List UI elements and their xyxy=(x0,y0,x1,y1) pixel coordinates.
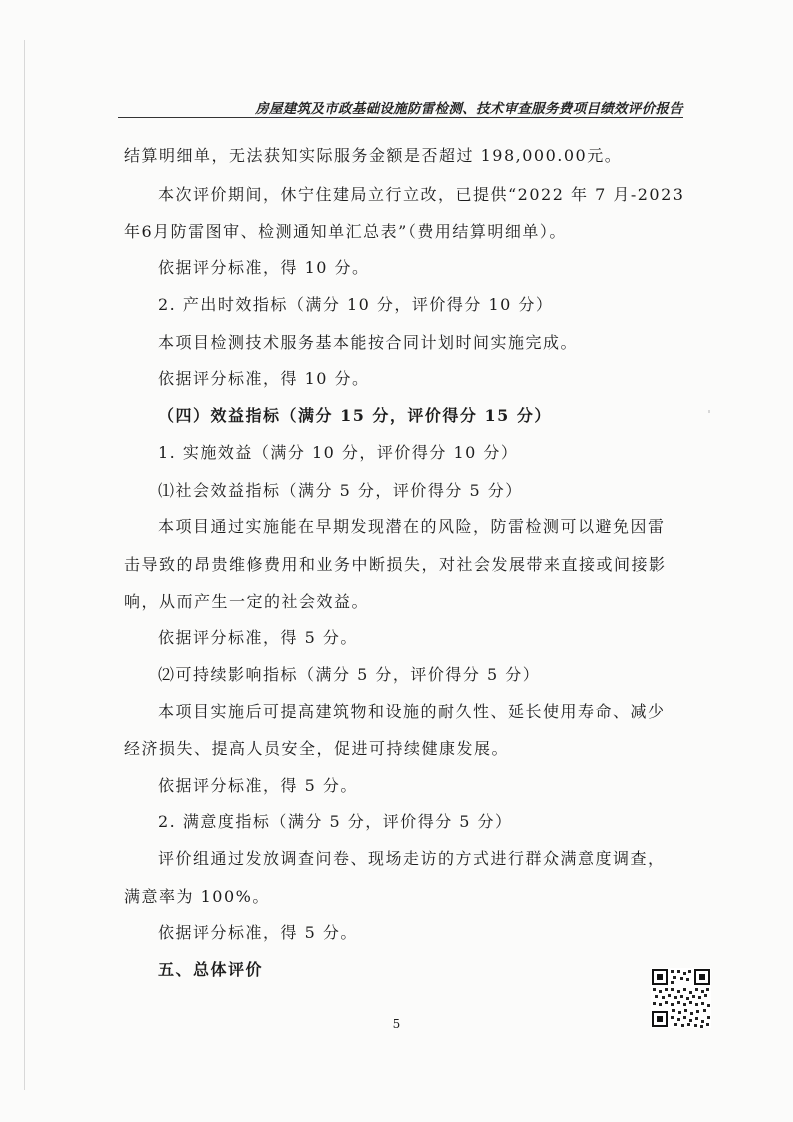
text-line: ⑴社会效益指标（满分 5 分，评价得分 5 分） xyxy=(158,481,523,500)
text-line: 2. 满意度指标（满分 5 分，评价得分 5 分） xyxy=(158,812,513,831)
scan-speck xyxy=(708,410,710,413)
text-line: 依据评分标准，得 10 分。 xyxy=(158,258,370,277)
text-line: 本项目实施后可提高建筑物和设施的耐久性、延长使用寿命、减少 xyxy=(158,702,666,721)
section-heading: 五、总体评价 xyxy=(158,960,264,979)
text-line: 2. 产出时效指标（满分 10 分，评价得分 10 分） xyxy=(158,295,554,314)
text-line: ⑵可持续影响指标（满分 5 分，评价得分 5 分） xyxy=(158,665,541,684)
running-header: 房屋建筑及市政基础设施防雷检测、技术审查服务费项目绩效评价报告 xyxy=(255,101,683,117)
scan-edge-mark xyxy=(24,40,25,1090)
text-line: 结算明细单，无法获知实际服务金额是否超过 198,000.00元。 xyxy=(124,146,623,165)
text-line: 1. 实施效益（满分 10 分，评价得分 10 分） xyxy=(158,443,519,462)
text-line: 依据评分标准，得 10 分。 xyxy=(158,369,370,388)
page-number: 5 xyxy=(392,1017,401,1031)
text-line: 击导致的昂贵维修费用和业务中断损失，对社会发展带来直接或间接影 xyxy=(124,555,667,574)
section-heading: （四）效益指标（满分 15 分，评价得分 15 分） xyxy=(158,406,552,425)
text-line: 本项目通过实施能在早期发现潜在的风险，防雷检测可以避免因雷 xyxy=(158,517,666,536)
text-line: 经济损失、提高人员安全，促进可持续健康发展。 xyxy=(124,739,510,758)
text-line: 本次评价期间，休宁住建局立行立改，已提供“2022 年 7 月-2023 xyxy=(158,185,685,204)
text-line: 本项目检测技术服务基本能按合同计划时间实施完成。 xyxy=(158,333,579,352)
text-line: 评价组通过发放调查问卷、现场走访的方式进行群众满意度调查， xyxy=(158,849,666,868)
header-divider xyxy=(118,117,683,118)
text-line: 依据评分标准，得 5 分。 xyxy=(158,923,358,942)
text-line: 响，从而产生一定的社会效益。 xyxy=(124,592,370,611)
text-line: 依据评分标准，得 5 分。 xyxy=(158,628,358,647)
text-line: 年6月防雷图审、检测通知单汇总表”（费用结算明细单）。 xyxy=(124,222,567,241)
text-line: 满意率为 100%。 xyxy=(124,887,270,906)
text-line: 依据评分标准，得 5 分。 xyxy=(158,776,358,795)
